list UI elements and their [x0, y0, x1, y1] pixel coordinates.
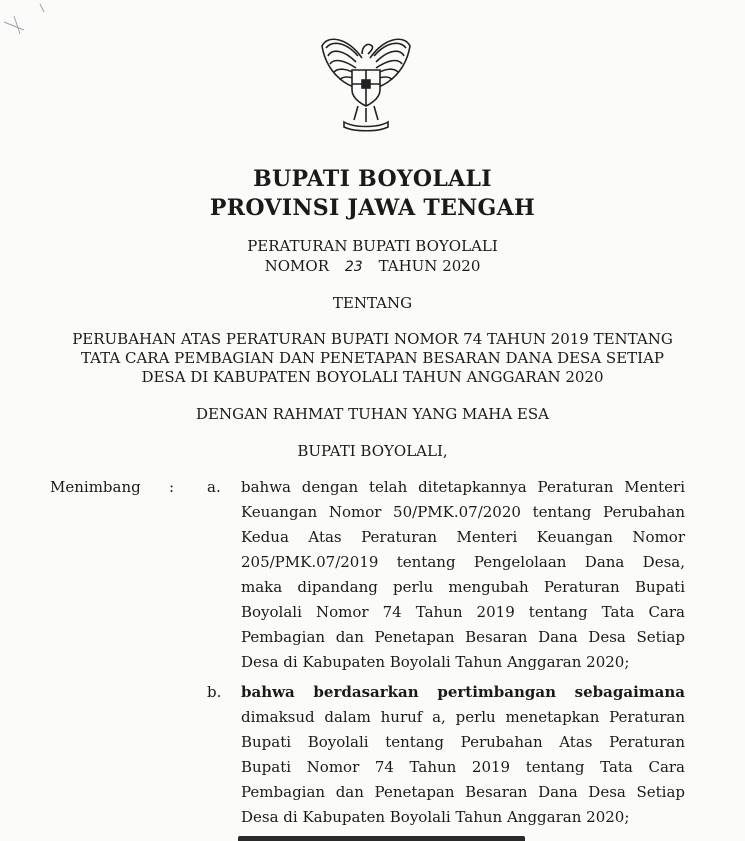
nomor-value: 23	[344, 259, 363, 275]
header-title: BUPATI BOYOLALI	[253, 166, 492, 192]
issuer: BUPATI BOYOLALI,	[297, 442, 448, 460]
item-b-text	[241, 680, 685, 830]
garuda-emblem-icon	[318, 28, 414, 132]
item-a-text	[241, 475, 685, 675]
item-b-line: Desa di Kabupaten Boyolali Tahun Anggaran 2020;	[241, 808, 630, 826]
item-a-line: Desa di Kabupaten Boyolali Tahun Anggaran 2020;	[241, 653, 630, 671]
tentang-label: TENTANG	[332, 294, 413, 312]
subject-line-1: PERUBAHAN ATAS PERATURAN BUPATI NOMOR 74 TAHUN 2019 TENTANG	[72, 330, 673, 348]
header-province: PROVINSI JAWA TENGAH	[209, 195, 536, 221]
invocation: DENGAN RAHMAT TUHAN YANG MAHA ESA	[196, 405, 549, 423]
item-b-line: Bupati Boyolali tentang Perubahan Atas Peraturan	[241, 733, 685, 751]
item-b-line: Pembagian dan Penetapan Besaran Dana Desa Setiap	[241, 783, 685, 801]
item-a-line: 205/PMK.07/2019 tentang Pengelolaan Dana Desa,	[241, 553, 685, 571]
regulation-number-line	[0, 257, 745, 275]
subject-line-2: TATA CARA PEMBAGIAN DAN PENETAPAN BESARAN DANA DESA SETIAP	[80, 349, 665, 367]
subject-line-3: DESA DI KABUPATEN BOYOLALI TAHUN ANGGARAN 2020	[141, 368, 604, 386]
menimbang-label: Menimbang	[50, 478, 141, 496]
regulation-title: PERATURAN BUPATI BOYOLALI	[247, 237, 498, 255]
tahun-label: TAHUN 2020	[378, 257, 481, 275]
item-a-line: bahwa dengan telah ditetapkannya Peraturan Menteri	[241, 478, 685, 496]
item-b-line: bahwa berdasarkan pertimbangan sebagaimana	[241, 683, 685, 701]
item-a-line: Kedua Atas Peraturan Menteri Keuangan Nomor	[241, 528, 685, 546]
item-a-line: Pembagian dan Penetapan Besaran Dana Desa Setiap	[241, 628, 685, 646]
item-a-letter: a.	[207, 478, 221, 496]
item-b-line: dimaksud dalam huruf a, perlu menetapkan Peraturan	[241, 708, 685, 726]
scan-artifact	[0, 0, 60, 40]
item-a-line: maka dipandang perlu mengubah Peraturan Bupati	[241, 578, 685, 596]
item-b-line: Bupati Nomor 74 Tahun 2019 tentang Tata Cara	[241, 758, 685, 776]
item-b-letter: b.	[207, 683, 222, 701]
menimbang-colon: :	[169, 478, 175, 496]
viewer-scrollbar[interactable]	[238, 836, 525, 841]
item-a-line: Keuangan Nomor 50/PMK.07/2020 tentang Perubahan	[241, 503, 685, 521]
nomor-label: NOMOR	[264, 257, 329, 275]
item-a-line: Boyolali Nomor 74 Tahun 2019 tentang Tata Cara	[241, 603, 685, 621]
